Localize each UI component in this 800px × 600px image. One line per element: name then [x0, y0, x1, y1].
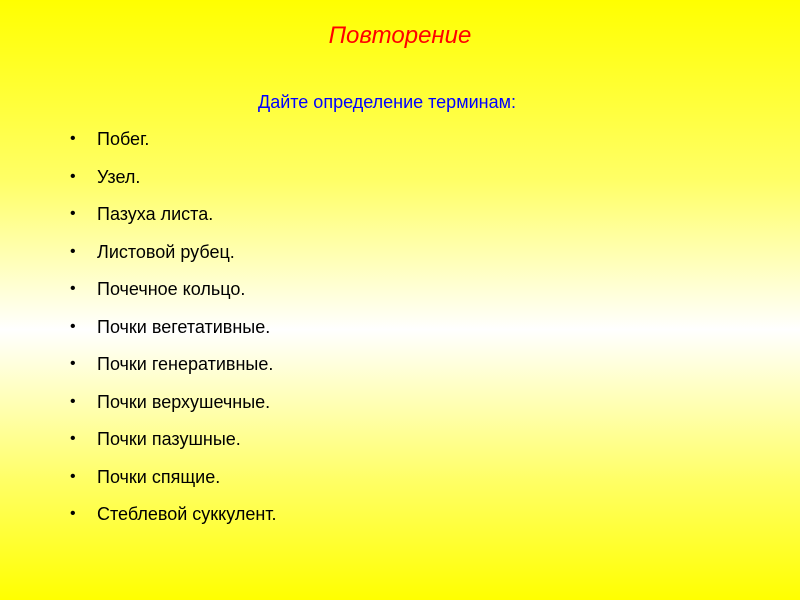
term-text: Побег.	[97, 129, 150, 149]
term-text: Узел.	[97, 166, 141, 187]
bullet-icon: •	[70, 505, 76, 522]
list-item	[70, 201, 277, 239]
list-item	[70, 314, 277, 352]
term-text: Листовой рубец.	[97, 241, 235, 262]
term-text: Почки верхушечные.	[97, 391, 271, 412]
term-text: Почки генеративные.	[97, 354, 274, 374]
bullet-icon: •	[70, 280, 76, 297]
bullet-icon: •	[70, 130, 76, 147]
term-list	[70, 126, 277, 539]
term-text: Почки вегетативные.	[97, 316, 271, 337]
term-text: Почки спящие.	[97, 466, 221, 487]
bullet-icon: •	[70, 205, 76, 222]
term-text: Почки пазушные.	[97, 429, 241, 449]
list-item	[70, 164, 277, 202]
bullet-icon: •	[70, 317, 76, 335]
list-item	[70, 276, 277, 314]
list-item	[70, 389, 277, 427]
list-item	[70, 239, 277, 277]
term-text: Пазуха листа.	[97, 204, 214, 224]
bullet-icon: •	[70, 355, 76, 372]
term-text: Стеблевой суккулент.	[97, 504, 277, 524]
list-item	[70, 464, 277, 502]
term-text: Почечное кольцо.	[97, 279, 246, 299]
list-item	[70, 426, 277, 464]
bullet-icon: •	[70, 242, 76, 260]
list-item	[70, 126, 277, 164]
bullet-icon: •	[70, 167, 76, 185]
list-item	[70, 351, 277, 389]
slide-title: Повторение	[328, 22, 472, 49]
bullet-icon: •	[70, 430, 76, 447]
list-item	[70, 501, 277, 539]
bullet-icon: •	[70, 467, 76, 485]
bullet-icon: •	[70, 392, 76, 410]
slide-subtitle: Дайте определение терминам:	[258, 92, 516, 112]
